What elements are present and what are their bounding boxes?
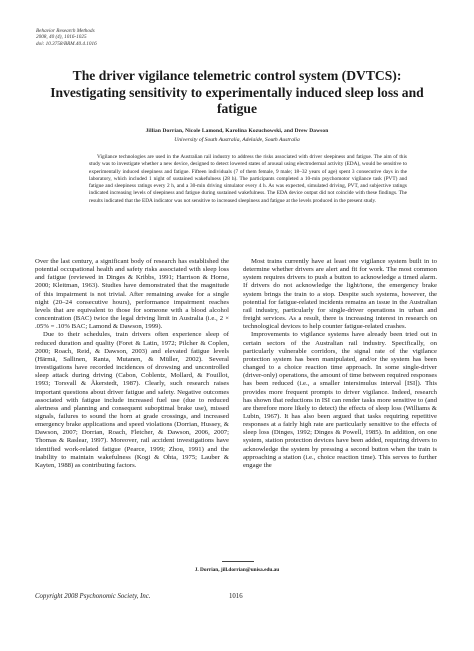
abstract: Vigilance technologies are used in the Australian rail industry to address the risks associated with driver sleepiness and fatigue. The aim of this study was to investigate whether a new device, designed to detect lowered states of arousal using electrodermal activity (EDA), would be sensitive to experimentally induced sleepiness and fatigue. Fifteen individuals (7 of them female, 9 male; 18–32 years of age) spent 3 consecutive days in the laboratory, which included 1 night of sustained wakefulness (28 h). The participants completed a 10-min psychomotor vigilance task (PVT) and fatigue and sleepiness ratings every 2 h, and a 30-min driving simulator every 4 h. As was expected, simulated driving, PVT, and subjective ratings indicated increasing levels of sleepiness and fatigue during sustained wakefulness. The EDA device output did not coincide with these findings. The results indicated that the EDA indicator was not sensitive to increased sleepiness and fatigue at the levels produced in the present study. xyxy=(89,154,407,204)
paper-title: The driver vigilance telemetric control system (DVTCS): Investigating sensitivity to experimentally induced sleep loss and fatigue xyxy=(50,68,424,116)
body-paragraph: Improvements to vigilance systems have already been tried out in certain sectors of the Australian rail industry. Specifically, on particularly vulnerable corridors, the signal rate of the vigilance protection system has been manipulated, and/or the system has been changed to a choice reaction time approach. In some single-driver (driver-only) operations, the amount of time between required responses has been reduced (i.e., a smaller intersimulus interval [ISI]). This provides more frequent prompts to driver vigilance. Indeed, research has shown that reductions in ISI can render tasks more sensitive to (and are therefore more likely to detect) the effects of sleep loss (Williams & Lubin, 1967). It has also been argued that tasks requiring repetitive responses at a fairly high rate are particularly sensitive to the effects of sleep loss (Dinges, 1992; Dinges & Powell, 1985). In addition, on one system, station protection devices have been added, requiring drivers to acknowledge the system by pressing a second button when the train is approaching a station (i.e., choice reaction time). This serves to further engage the xyxy=(243,331,437,469)
body-paragraph: Most trains currently have at least one vigilance system built in to determine whether drivers are alert and fit for work. The most common system requires drivers to push a button to acknowledge a timed alarm. If drivers do not acknowledge the light/tone, the emergency brake system brings the train to a stop. Despite such systems, however, the potential for fatigue-related incidents remains an issue in the Australian rail industry, particularly for single-driver operations in urban and freight services. As a result, there is increasing interest in research on technological devices to help counter fatigue-related crashes. xyxy=(243,258,437,331)
copyright-notice: Copyright 2008 Psychonomic Society, Inc. xyxy=(35,593,151,600)
correspondence-email[interactable]: J. Dorrian, jill.dorrian@unisa.edu.au xyxy=(194,567,280,573)
journal-volume: 2008, 40 (4), 1016-1025 xyxy=(36,34,87,41)
body-paragraph: Due to their schedules, train drivers often experience sleep of reduced duration and quality (Foret & Latin, 1972; Pilcher & Coplen, 2000; Roach, Reid, & Dawson, 2003) and elevated fatigue levels (Härmä, Sallinen, Ranta, Mutanen, & Müller, 2002). Several investigations have recorded incidences of drowsing and uncontrolled sleep attack during driving (Cabon, Coblentz, Mollard, & Fouillot, 1993; Torsvall & Åkerstedt, 1987). Clearly, such research raises important questions about driver fatigue and safety. Negative outcomes associated with fatigue include increased fuel use (due to reduced alertness and planning and consequent suboptimal brake use), missed signals, failures to sound the horn at grade crossings, and increased emergency brake applications and speed violations (Dorrian, Hussey, & Dawson, 2007; Dorrian, Roach, Fletcher, & Dawson, 2006, 2007; Thomas & Raslear, 1997). Moreover, rail accident investigations have identified work-related fatigue (Pearce, 1999; Zhou, 1991) and the inability to maintain wakefulness (Kogi & Ohta, 1975; Lauber & Kayten, 1988) as contributing factors. xyxy=(35,331,229,469)
body-column-right xyxy=(243,258,437,470)
journal-header xyxy=(36,28,97,47)
footnote-divider xyxy=(222,561,254,562)
paper-authors: Jillian Dorrian, Nicole Lamond, Karolina Kozuchowski, and Drew Dawson xyxy=(145,128,329,134)
body-column-left xyxy=(35,258,229,470)
author-affiliation: University of South Australia, Adelaide, South Australia xyxy=(174,137,300,143)
journal-doi: doi: 10.3758/BRM.40.4.1016 xyxy=(36,40,97,47)
body-paragraph: Over the last century, a significant body of research has established the potential occupational health and safety risks associated with sleep loss and fatigue (reviewed in Dinges & Kribbs, 1991; Harrison & Horne, 2000; Kleitman, 1963). Studies have demonstrated that the magnitude of this impairment is not trivial. After remaining awake for a single night (20–24 consecutive hours), performance impairment reaches levels that are equivalent to those for someone with a blood alcohol concentration (BAC) twice the legal driving limit in Australia (i.e., 2 × .05% = .10% BAC; Lamond & Dawson, 1999). xyxy=(35,258,229,331)
page-number: 1016 xyxy=(229,593,243,600)
journal-name: Behavior Research Methods xyxy=(36,28,95,34)
